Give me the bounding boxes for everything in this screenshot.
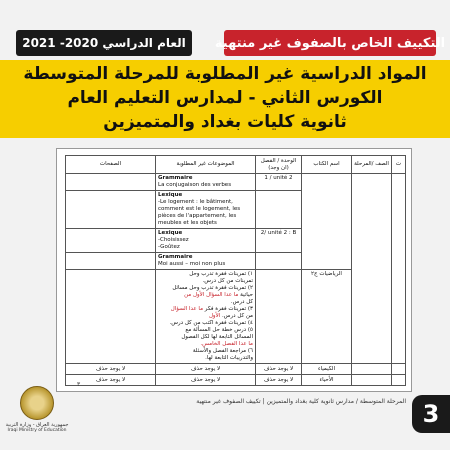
header-stage: الصف /المرحلة (352, 156, 392, 174)
topic-line: pièces de l'appartement, les (158, 213, 237, 219)
cell-pages (66, 191, 156, 229)
math-item (158, 348, 253, 355)
math-item-text: المسائل التابعة لها لكل الفصول (181, 334, 253, 340)
math-item-number: ٥) (247, 327, 253, 333)
topic-line: -Le logement : le bâtiment, (158, 199, 233, 205)
cell-num (392, 174, 406, 364)
table-row (66, 375, 406, 386)
math-item (158, 320, 253, 327)
header-num: ت (392, 156, 406, 174)
cell-topics: لا يوجد حذف (156, 364, 256, 375)
logo-arabic-text: جمهورية العراق - وزارة التربية (5, 422, 69, 428)
title-line-3: ثانوية كليات بغداد والمتميزين (103, 112, 347, 132)
cell-num (392, 375, 406, 386)
math-item (158, 341, 253, 348)
table-row (66, 364, 406, 375)
academic-year-badge: العام الدراسي 2020- 2021 (16, 30, 192, 56)
topic-heading: Lexique (158, 230, 183, 236)
cell-book: الكيمياء (302, 364, 352, 375)
math-item (158, 313, 253, 320)
cell-pages (66, 174, 156, 191)
math-item (158, 306, 253, 313)
math-item-number: ٢) (247, 285, 253, 291)
math-item-text: حياتية (240, 292, 253, 298)
cell-stage (352, 174, 392, 364)
cell-pages (66, 229, 156, 253)
table-row (66, 174, 406, 191)
math-item-text: والتدريبات التابعة لها. (205, 355, 253, 361)
math-item-text: كل درس. (230, 299, 253, 305)
cell-unit (256, 253, 302, 270)
cell-unit: لا يوجد حذف (256, 375, 302, 386)
math-item (158, 355, 253, 362)
topic-heading: Grammaire (158, 175, 193, 181)
math-item-text: تمرينات فقرة تدرب وحل (189, 271, 247, 277)
cell-book: الأحياء (302, 375, 352, 386)
math-item-text: من كل درس. (222, 313, 253, 319)
topic-line: -Choisissez (158, 237, 189, 243)
math-item-number: ١) (247, 271, 253, 277)
cell-pages: لا يوجد حذف (66, 364, 156, 375)
cell-stage (352, 375, 392, 386)
math-item-text: تمرينات فقرة تدرب وحل مسائل (172, 285, 247, 291)
page-number: ٣ (77, 381, 81, 388)
logo-english-text: Iraqi Ministry of Education (7, 428, 67, 433)
cell-topics (156, 229, 256, 253)
header-pages: الصفحات (66, 156, 156, 174)
table-header-row (66, 156, 406, 174)
math-item (158, 334, 253, 341)
cell-unit: 2/ unité 2 : B (256, 229, 302, 253)
math-item (158, 285, 253, 292)
cell-pages (66, 253, 156, 270)
cell-book (302, 174, 352, 270)
topic-line: comment est le logement, les (158, 206, 241, 212)
math-item-text: مراجعة الفصل والأسئلة (192, 348, 247, 354)
cell-unit (256, 270, 302, 364)
topic-line: Moi aussi – moi non plus (158, 261, 226, 267)
page-badge: 3 (412, 395, 450, 433)
math-item (158, 327, 253, 334)
ministry-seal-icon (20, 386, 54, 420)
ministry-logo (5, 386, 69, 448)
math-item (158, 292, 253, 299)
math-item-exception: ما عدا الفصل الخامس. (200, 341, 253, 347)
cell-pages (66, 270, 156, 364)
title-line-2: الكورس الثاني - لمدارس التعليم العام (67, 88, 383, 108)
topic-heading: Grammaire (158, 254, 193, 260)
math-item-text: تمرينات فقرة اكتب من كل درس. (169, 320, 247, 326)
header-unit: الوحدة / الفصل (ان وجد) (256, 156, 302, 174)
cell-unit: 1 / unité 2 (256, 174, 302, 191)
page-title (14, 62, 436, 134)
cell-unit (256, 191, 302, 229)
cell-pages: لا يوجد حذف (66, 375, 156, 386)
cell-topics: لا يوجد حذف (156, 375, 256, 386)
cell-unit: لا يوجد حذف (256, 364, 302, 375)
math-item (158, 278, 253, 285)
math-item-number: ٤) (247, 320, 253, 326)
math-item-exception: ما عدا السؤال (170, 306, 204, 312)
math-item-exception: ما عدا السؤال الأول من (184, 292, 239, 298)
cell-topics (156, 270, 256, 364)
math-item-number: ٦) (247, 348, 253, 354)
math-item (158, 299, 253, 306)
math-item-text: درس خطة حل المسألة مع (185, 327, 247, 333)
cell-topics (156, 253, 256, 270)
curriculum-table (65, 155, 406, 386)
math-item-text: تمرينات فقرة فكر (204, 306, 247, 312)
math-item-exception: الأول (208, 313, 221, 319)
math-item-text: تمرينات من كل درس. (202, 278, 253, 284)
header-topics: الموضوعات غير المطلوبة (156, 156, 256, 174)
cell-stage (352, 364, 392, 375)
topic-line: La conjugaison des verbes (158, 182, 232, 188)
category-badge: التكييف الخاص بالصفوف غير منتهية (224, 30, 436, 56)
topic-line: -Goûtez (158, 244, 180, 250)
cell-book: الرياضيات ج٢ (302, 270, 352, 364)
topic-line: meubles et les objets (158, 220, 217, 226)
cell-topics (156, 174, 256, 191)
title-line-1: المواد الدراسية غير المطلوبة للمرحلة المتوسطة (23, 64, 427, 84)
topic-heading: Lexique (158, 192, 183, 198)
footer-note: المرحلة المتوسطة / مدارس ثانوية كلية بغداد والمتميزين | تكييف الصفوف غير منتهية (196, 398, 406, 405)
header-book: اسم الكتاب (302, 156, 352, 174)
math-item-number: ٣) (247, 306, 253, 312)
document-scan (56, 148, 412, 392)
cell-topics (156, 191, 256, 229)
cell-num (392, 364, 406, 375)
math-item (158, 271, 253, 278)
